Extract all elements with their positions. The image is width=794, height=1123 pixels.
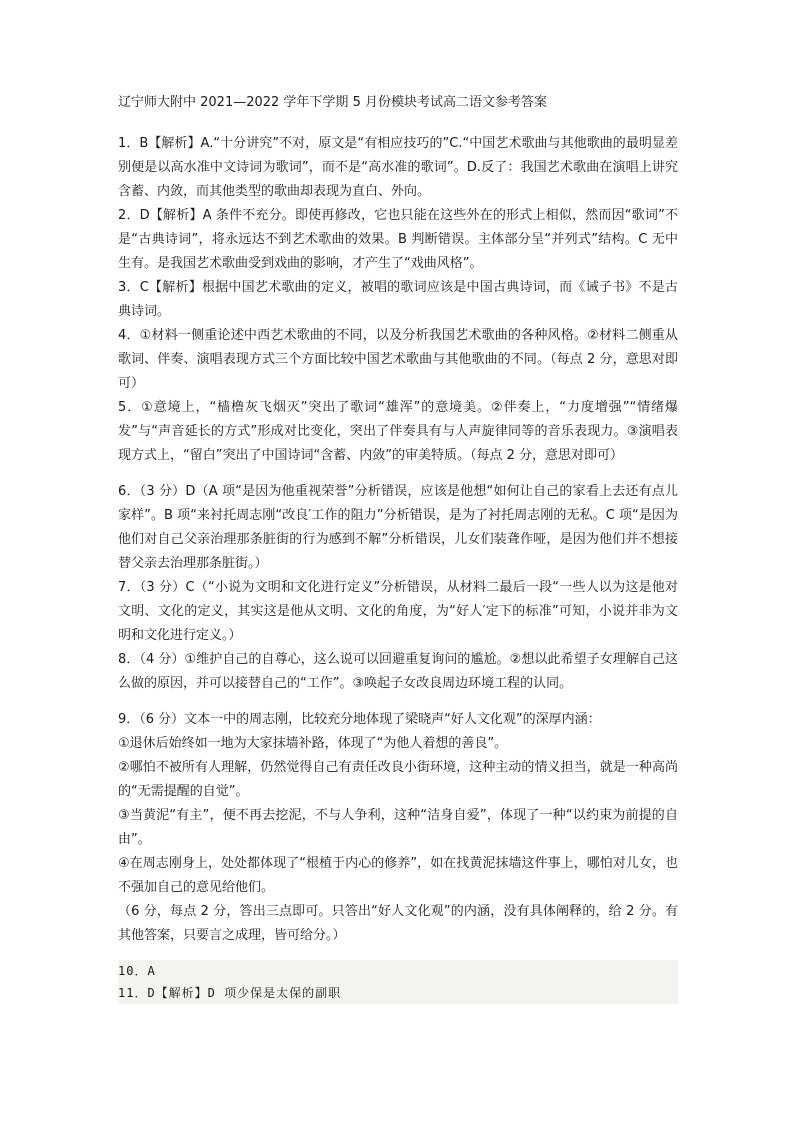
answer-2: 2．D【解析】A 条件不充分。即使再修改，它也只能在这些外在的形式上相似，然而因“歌词”不是“古典诗词”，将永远达不到艺术歌曲的效果。B 判断错误。主体部分呈“并列式”结构。C 无中生有。是我国艺术歌曲受到戏曲的影响，才产生了“戏曲风格”。 [118,208,678,271]
spacer [118,696,678,708]
answers-section-4 [118,960,678,1004]
answers-section-2 [118,480,678,696]
answer-9-scoring: （6 分，每点 2 分，答出三点即可。只答出“好人文化观”的内涵，没有具体阐释的，给 2 分。有其他答案，只要言之成理，皆可给分。） [118,904,678,943]
answer-11: 11．D【解析】D 项少保是太保的副职 [118,982,678,1004]
answer-9-point-3: ③当黄泥“有主”，便不再去挖泥，不与人争利，这种“洁身自爱”，体现了一种“以约束为前提的自由”。 [118,808,678,847]
answer-10: 10．A [118,960,678,982]
answer-5: 5．①意境上，“樯橹灰飞烟灭”突出了歌词“雄浑”的意境美。②伴奏上，“力度增强”“情绪爆发”与“声音延长的方式”形成对比变化，突出了伴奏具有与人声旋律同等的音乐表现力。③演唱表现方式上，“留白”突出了中国诗词“含蓄、内敛”的审美特质。（每点 2 分，意思对即可） [118,400,678,463]
answer-7: 7．（3 分）C（“小说为文明和文化进行定义”分析错误，从材料二最后一段“一些人以为这是他对文明、文化的定义，其实这是他从文明、文化的角度，为“好人′定下的标准”可知，小说并非为文明和文化进行定义。） [118,580,678,643]
answer-9-point-2: ②哪怕不被所有人理解，仍然觉得自己有责任改良小街环境，这种主动的情义担当，就是一种高尚的“无需提醒的自觉”。 [118,760,678,799]
answers-section-1 [118,132,678,468]
document-title: 辽宁师大附中 2021—2022 学年下学期 5 月份模块考试高二语文参考答案 [118,95,547,110]
answer-9-point-4: ④在周志刚身上，处处都体现了“根植于内心的修养”，如在找黄泥抹墙这件事上，哪怕对儿女，也不强加自己的意见给他们。 [118,856,678,895]
answer-8: 8．（4 分）①维护自己的自尊心，这么说可以回避重复询问的尴尬。②想以此希望子女理解自己这么做的原因，并可以接替自己的“工作”。③唤起子女改良周边环境工程的认同。 [118,652,678,691]
answer-3: 3．C【解析】根据中国艺术歌曲的定义，被唱的歌词应该是中国古典诗词，而《诫子书》不是古典诗词。 [118,280,678,319]
answers-section-3 [118,708,678,948]
answer-9-point-1: ①退休后始终如一地为大家抹墙补路，体现了“为他人着想的善良”。 [118,736,508,751]
answer-document [118,92,678,1004]
answer-4: 4．①材料一侧重论述中西艺术歌曲的不同，以及分析我国艺术歌曲的各种风格。②材料二侧重从歌词、伴奏、演唱表现方式三个方面比较中国艺术歌曲与其他歌曲的不同。（每点 2 分，意思对即可） [118,328,678,391]
spacer [118,468,678,480]
answer-1: 1．B【解析】A.“十分讲究”不对，原文是“有相应技巧的”C.“中国艺术歌曲与其他歌曲的最明显差别便是以高水准中文诗词为歌词”，而不是“高水准的歌词”。D.反了：我国艺术歌曲在演唱上讲究含蓄、内敛，而其他类型的歌曲却表现为直白、外向。 [118,136,678,199]
answer-9-intro: 9．（6 分）文本一中的周志刚，比较充分地体现了梁晓声“好人文化观”的深厚内涵： [118,712,601,727]
answer-6: 6．（3 分）D（A 项“是因为他重视荣誉”分析错误，应该是他想“如何让自己的家看上去还有点儿家样”。B 项“来衬托周志刚“改良′工作的阻力”分析错误，是为了衬托周志刚的无私。C 项“是因为他们对自己父亲治理那条脏街的行为感到不解”分析错误，儿女们装聋作哑，是因为他们并不想接替父亲去治理那条脏街。） [118,484,678,571]
